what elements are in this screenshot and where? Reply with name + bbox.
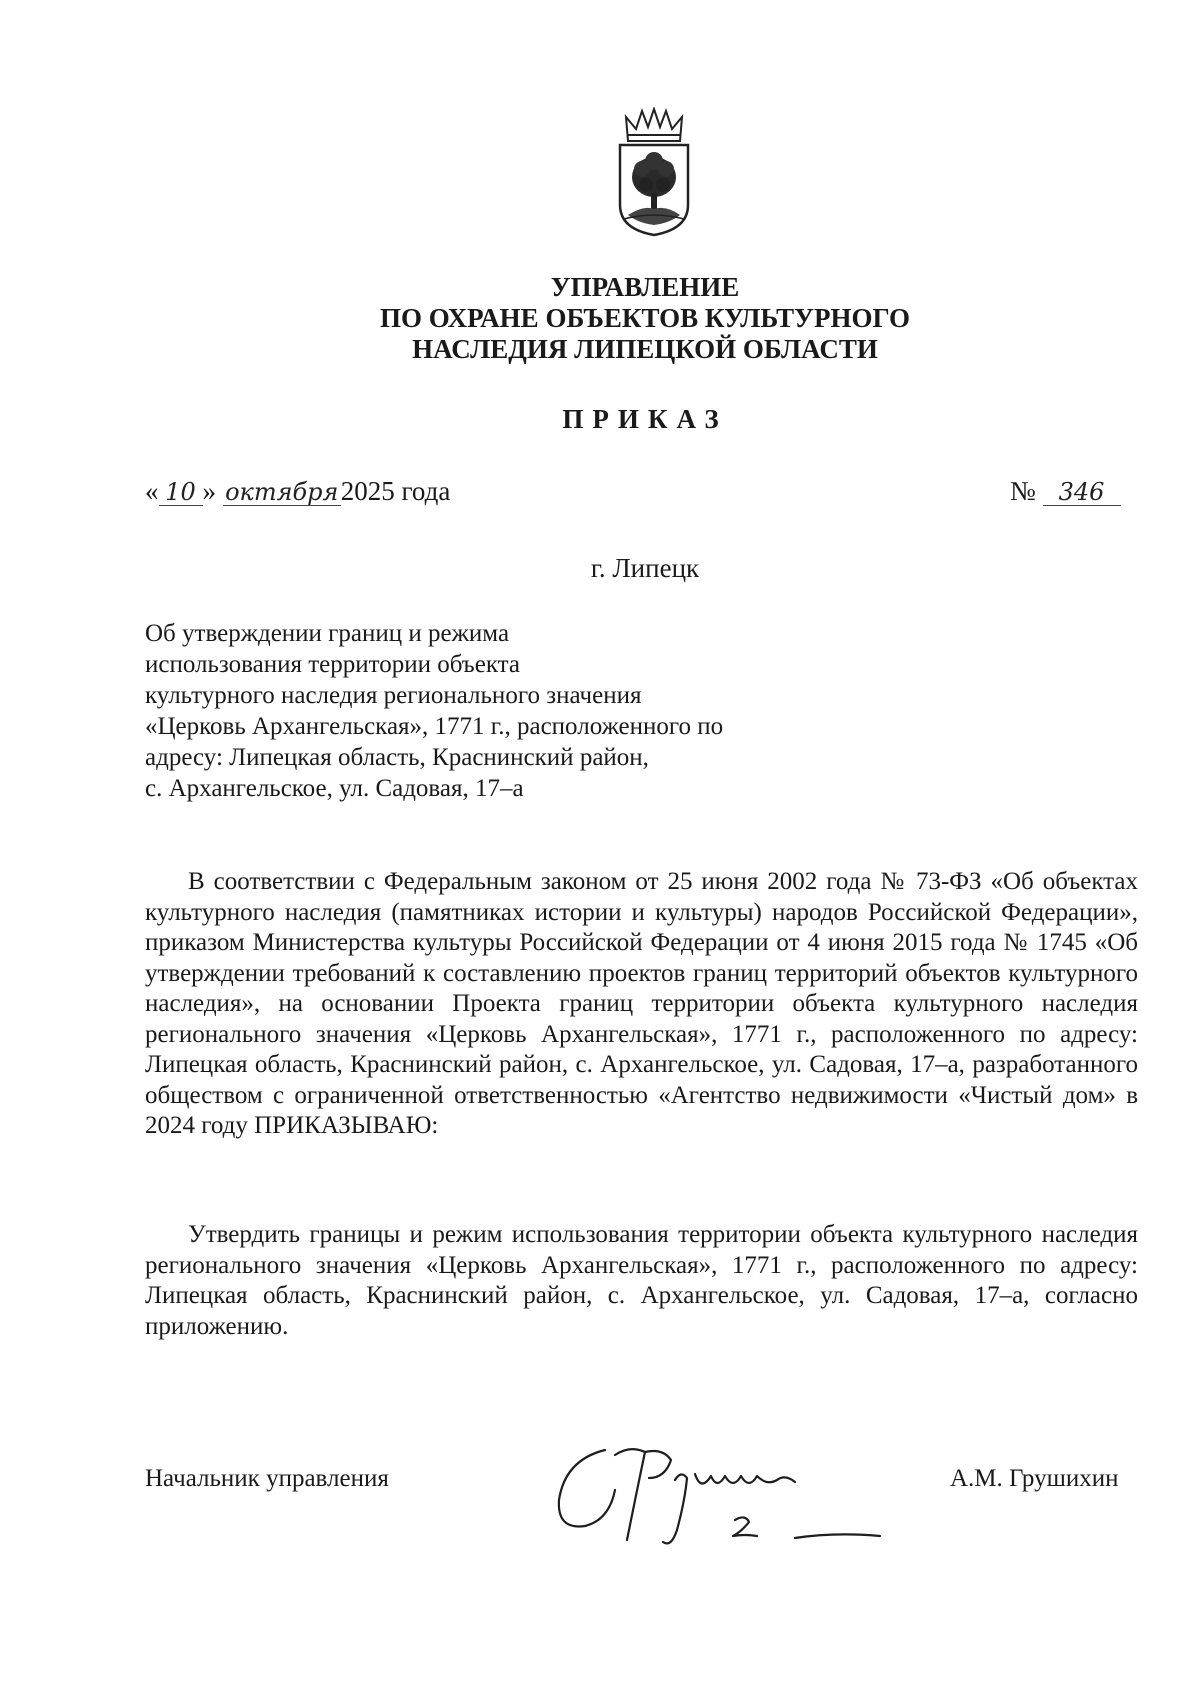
order-number bbox=[1010, 476, 1121, 507]
org-line-1: УПРАВЛЕНИЕ bbox=[550, 272, 740, 302]
org-line-3: НАСЛЕДИЯ ЛИПЕЦКОЙ ОБЛАСТИ bbox=[412, 334, 878, 364]
number-value: 346 bbox=[1043, 479, 1121, 506]
subject-line-4: «Церковь Архангельская», 1771 г., расположенного по bbox=[145, 713, 724, 740]
date-open-quote: « bbox=[145, 476, 159, 506]
handwritten-signature bbox=[545, 1430, 925, 1570]
subject-line-1: Об утверждении границ и режима bbox=[145, 620, 510, 647]
subject-line-5: адресу: Липецкая область, Краснинский район, bbox=[145, 744, 649, 771]
city: г. Липецк bbox=[590, 553, 700, 583]
date-month: октября bbox=[223, 479, 341, 506]
org-line-2: ПО ОХРАНЕ ОБЪЕКТОВ КУЛЬТУРНОГО bbox=[380, 303, 910, 333]
date-year: 2025 года bbox=[340, 476, 451, 506]
body-paragraph-2: Утвердить границы и режим использования территории объекта культурного наследия регионального значения «Церковь Архангельская», 1771 г., расположенного по адресу: Липецкая область, Краснинский район, с. Архангельское, ул. Садовая, 17–а, согласно приложению. bbox=[145, 1221, 1138, 1340]
order-title: ПРИКАЗ bbox=[562, 404, 728, 434]
order-subject bbox=[145, 618, 845, 804]
number-prefix: № bbox=[1010, 476, 1036, 506]
organization-header bbox=[0, 272, 1200, 365]
signatory-name: А.М. Грушихин bbox=[950, 1465, 1119, 1492]
crown-icon bbox=[626, 109, 682, 141]
order-date bbox=[145, 476, 450, 507]
coat-of-arms-icon bbox=[614, 107, 694, 237]
subject-line-6: с. Архангельское, ул. Садовая, 17–а bbox=[145, 775, 524, 802]
subject-line-3: культурного наследия регионального значения bbox=[145, 682, 642, 709]
body-paragraph-1: В соответствии с Федеральным законом от 25 июня 2002 года № 73-ФЗ «Об объектах культурного наследия (памятниках истории и культуры) народов Российской Федерации», приказом Министерства культуры Российской Федерации от 4 июня 2015 года № 1745 «Об утверждении требований к составлению проектов границ территорий объектов культурного наследия», на основании Проекта границ территории объекта культурного наследия регионального значения «Церковь Архангельская», 1771 г., расположенного по адресу: Липецкая область, Краснинский район, с. Архангельское, ул. Садовая, 17–а, разработанного обществом с ограниченной ответственностью «Агентство недвижимости «Чистый дом» в 2024 году ПРИКАЗЫВАЮ: bbox=[145, 868, 1138, 1139]
signatory-position: Начальник управления bbox=[145, 1465, 389, 1492]
body-paragraph-2-block bbox=[145, 1220, 1138, 1342]
date-close-quote: » bbox=[202, 476, 216, 506]
subject-line-2: использования территории объекта bbox=[145, 651, 520, 678]
body-paragraph-1-block bbox=[145, 867, 1138, 1142]
date-day: 10 bbox=[159, 479, 203, 506]
